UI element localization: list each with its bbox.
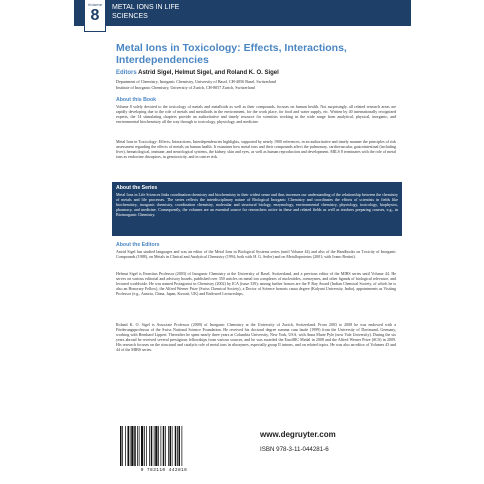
book-title: Metal Ions in Toxicology: Effects, Interactions, Interdependencies bbox=[116, 42, 347, 66]
affiliation-2: Institute of Inorganic Chemistry, University of Zurich, CH-8057 Zurich, Switzerland bbox=[116, 85, 255, 90]
barcode-bar bbox=[130, 426, 131, 466]
editors-names: Astrid Sigel, Helmut Sigel, and Roland K. O. Sigel bbox=[138, 70, 279, 76]
isbn-number: ISBN 978-3-11-044281-6 bbox=[260, 446, 329, 453]
editor-helmut-bio: Helmut Sigel is Emeritus Professor (2003) of Inorganic Chemistry at the University of Basel, Switzerland, and a previous editor of the MIBS series until Volume 44. He serves on various editorial and advisory boards, published over 350 articles on metal ion complexes of nucleotides, coenzymes, and other ligands of biological relevance, and lectured worldwide. He was named Protagonist in Chemistry (2002) by ICA (issue 339); among further honors are the P. Ray Award (Indian Chemical Society, of which he is also an Honorary Fellow), the Alfred Werner Prize (Swiss Chemical Society), a Doctor of Science honoris causa degree (Kalyani University, India), appointments as Visiting Professor (e.g., Austria, China, Japan, Kuwait, UK) and Endowed Lectureships. bbox=[116, 271, 396, 296]
editors-line bbox=[116, 70, 396, 76]
editor-roland-bio: Roland K. O. Sigel is Associate Professor (2009) of Inorganic Chemistry at the University of Zurich, Switzerland. From 2003 to 2008 he was endowed with a Förderungsprofessur of the Swiss National Science Foundation. He received his doctoral degree summa cum laude (1999) from the University of Dortmund, Germany, working with Bernhard Lippert. Thereafter he spent nearly three years at Columbia University, New York, USA, with Anna Marie Pyle (now Yale University). During the six years abroad he received several prestigious fellowships from various sources, and he was awarded the EuroBIC Medal in 2008 and the Alfred Werner Prize (SCS) in 2009. His research focuses on the structural and catalytic role of metal ions in ribozymes, especially group II introns, and on related topics. He was also an editor of Volumes 43 and 44 of the MIBS series. bbox=[116, 322, 396, 352]
editors-label: Editors bbox=[116, 70, 137, 76]
about-book-heading: About this Book bbox=[116, 97, 157, 103]
about-editors-heading: About the Editors bbox=[116, 242, 160, 248]
volume-badge bbox=[84, 0, 106, 32]
barcode-bar bbox=[120, 426, 122, 466]
barcode-bar bbox=[168, 426, 169, 466]
barcode-bar bbox=[141, 426, 143, 466]
series-title: METAL IONS IN LIFE SCIENCES bbox=[112, 4, 180, 20]
barcode-bars bbox=[116, 426, 212, 468]
about-series-box bbox=[112, 182, 402, 236]
barcode-bar bbox=[128, 426, 130, 466]
barcode-bar bbox=[131, 426, 133, 466]
barcode-bar bbox=[175, 426, 177, 466]
barcode-bar bbox=[177, 426, 178, 466]
about-series-heading: About the Series bbox=[116, 185, 158, 191]
barcode-bar bbox=[172, 426, 173, 466]
about-book-paragraph-2: Metal Ions in Toxicology: Effects, Interactions, Interdependencies highlights, supported by nearly 1900 references, in an authoritative and timely manner the principles of risk assessment regarding the effects of metals on human health. It examines how metal ions and their compounds affect the pulmonary, cardiovascular, gastrointestinal (including liver), hematological, immune, and neurological systems, the kidney, skin and eyes, as well as human reproduction and development. MILS 8 terminates with the role of metal ions as endocrine disruptors, in genotoxicity, and in cancer risk. bbox=[116, 139, 396, 159]
barcode-bar bbox=[182, 426, 183, 466]
barcode-bar bbox=[151, 426, 153, 466]
barcode-bar bbox=[144, 426, 145, 466]
barcode-bar bbox=[161, 426, 162, 466]
editor-astrid-bio: Astrid Sigel has studied languages and was an editor of the Metal Ions in Biological Systems series (until Volume 44) and also of the Handbooks on Toxicity of Inorganic Compounds (1988), on Metals in Clinical and Analytical Chemistry (1994; both with H. G. Seiler) and on Metalloproteins (2001; with Ivano Bertini). bbox=[116, 249, 396, 259]
barcode-bar bbox=[165, 426, 166, 466]
barcode-bar bbox=[146, 426, 147, 466]
barcode-bar bbox=[134, 426, 136, 466]
isbn-barcode bbox=[116, 426, 212, 476]
volume-number: 8 bbox=[90, 7, 100, 24]
barcode-digits: 9 783110 442816 bbox=[140, 468, 188, 473]
affiliation-1: Department of Chemistry, Inorganic Chemistry, University of Basel, CH-4056 Basel, Switzerland bbox=[116, 79, 276, 84]
barcode-bar bbox=[149, 426, 150, 466]
about-series-text: Metal Ions in Life Sciences links coordination chemistry and biochemistry in their widest sense and thus increases our understanding of the relationship between the chemistry of metals and life processes. The series reflects the interdisciplinary nature of Biological Inorganic Chemistry and coordinates the efforts of scientists in fields like biochemistry, inorganic chemistry, coordination chemistry, molecular and structural biology, enzymology, environmental chemistry, physiology, toxicology, biophysics, pharmacy, and medicine. Consequently, the volumes are an essential source for researchers active in these and related fields as well as teachers preparing courses, e.g., in Bioinorganic Chemistry. bbox=[116, 192, 398, 217]
publisher-website: www.degruyter.com bbox=[260, 430, 336, 439]
barcode-bar bbox=[170, 426, 172, 466]
book-back-cover bbox=[74, 0, 411, 484]
barcode-bar bbox=[137, 426, 138, 466]
barcode-bar bbox=[163, 426, 165, 466]
barcode-bar bbox=[122, 426, 123, 466]
barcode-bar bbox=[155, 426, 157, 466]
barcode-bar bbox=[139, 426, 140, 466]
barcode-bar bbox=[158, 426, 159, 466]
barcode-bar bbox=[154, 426, 155, 466]
barcode-bar bbox=[179, 426, 181, 466]
volume-word: Volume bbox=[87, 2, 103, 7]
about-book-paragraph-1: Volume 8 solely devoted to the toxicology of metals and metalloids as well as their compounds, focuses on human health. Not surprisingly, all related research areas are rapidly developing due to the role of metals and metalloids in the environment, for the work place, for food and water supply, etc. Written by 40 internationally recognized experts, the 14 stimulating chapters provide an authoritative and timely resource for scientists working in the wide range from analytical, physical, inorganic, and environmental biochemistry all the way through to toxicology, physiology, and medicine. bbox=[116, 104, 396, 124]
barcode-bar bbox=[125, 426, 126, 466]
